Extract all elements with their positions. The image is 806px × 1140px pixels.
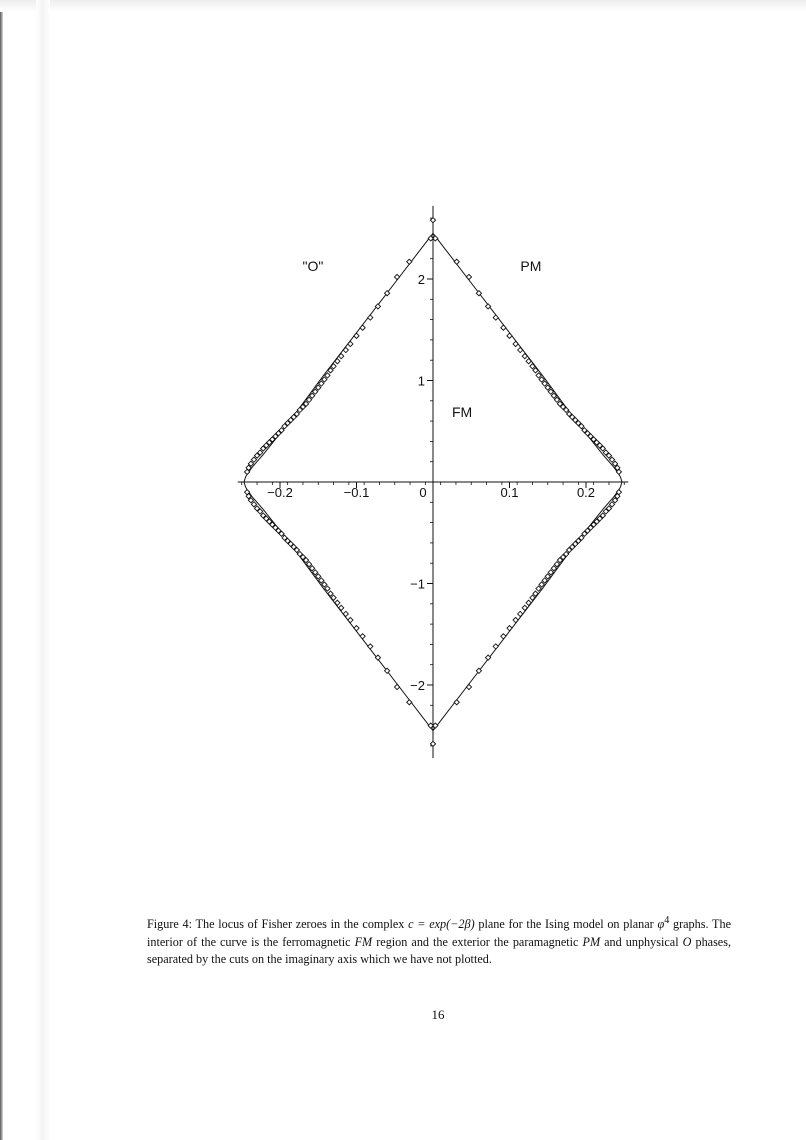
x-tick-label: 0.2 xyxy=(576,485,596,500)
region-label: FM xyxy=(451,404,473,421)
zero-marker xyxy=(322,582,327,587)
zero-marker xyxy=(394,274,399,279)
zero-marker xyxy=(501,325,506,330)
zero-marker xyxy=(354,333,359,338)
zero-marker xyxy=(507,333,512,338)
caption-fm: FM xyxy=(354,934,373,949)
y-tick-label: 1 xyxy=(417,373,425,389)
y-tick-label: −2 xyxy=(410,678,425,693)
caption-mid: plane for the Ising model on planar xyxy=(474,917,658,932)
zero-marker xyxy=(368,315,373,320)
x-tick-label: −0.2 xyxy=(267,485,293,500)
zero-marker xyxy=(539,582,544,587)
zero-marker xyxy=(513,617,518,622)
zero-marker xyxy=(466,274,471,279)
zero-marker xyxy=(536,586,541,591)
zero-marker xyxy=(454,259,459,264)
caption-rest2: region and the exterior the paramagnetic xyxy=(372,934,583,949)
zero-marker xyxy=(466,684,471,689)
zero-marker xyxy=(609,457,614,462)
caption-prefix: Figure 4: The locus of Fisher zeroes in the complex xyxy=(147,917,409,932)
x-tick-label: 0 xyxy=(419,485,427,500)
zero-marker xyxy=(360,325,365,330)
x-tick-label: 0.1 xyxy=(500,485,519,500)
zero-marker xyxy=(348,617,353,622)
caption-rest3: and unphysical xyxy=(600,934,683,949)
zero-marker xyxy=(454,700,459,705)
zero-marker xyxy=(507,626,512,631)
caption-rest: graphs. The interior of the curve is the ferromagnetic xyxy=(147,917,731,949)
zero-marker xyxy=(375,304,380,309)
figure-caption xyxy=(147,912,731,969)
x-tick-label: −0.1 xyxy=(343,485,370,500)
caption-phi-power: 4 xyxy=(664,915,670,926)
zero-marker xyxy=(407,700,412,705)
zero-marker xyxy=(513,341,518,346)
caption-pm: PM xyxy=(582,934,601,949)
zero-marker xyxy=(375,655,380,660)
caption-rest4: phases, separated by the cuts on the imaginary axis which we have not plotted. xyxy=(147,934,732,967)
zero-marker xyxy=(251,457,256,462)
caption-phi: φ xyxy=(657,917,665,932)
y-tick-label: 2 xyxy=(417,272,425,287)
axes xyxy=(238,206,629,758)
zero-marker xyxy=(322,377,327,382)
zero-marker xyxy=(325,586,330,591)
caption-o: O xyxy=(682,934,692,949)
zero-marker xyxy=(354,626,359,631)
zero-marker xyxy=(609,502,614,507)
zero-marker xyxy=(493,644,498,649)
region-label: PM xyxy=(520,257,542,274)
zero-marker xyxy=(536,373,541,378)
zero-marker xyxy=(485,655,490,660)
zero-marker xyxy=(360,634,365,639)
zero-marker xyxy=(251,502,256,507)
zero-marker xyxy=(394,684,399,689)
zero-marker xyxy=(501,634,506,639)
zero-marker xyxy=(407,259,412,264)
labels-group xyxy=(267,258,595,693)
zero-marker xyxy=(348,341,353,346)
caption-formula: c = exp(−2β) xyxy=(408,917,475,932)
region-label: "O" xyxy=(302,257,324,274)
zero-marker xyxy=(493,315,498,320)
page-number: 16 xyxy=(431,1007,445,1022)
zero-marker xyxy=(368,644,373,649)
zero-marker xyxy=(325,373,330,378)
y-tick-label: −1 xyxy=(410,576,425,592)
zero-marker xyxy=(539,377,544,382)
zero-marker xyxy=(485,304,490,309)
